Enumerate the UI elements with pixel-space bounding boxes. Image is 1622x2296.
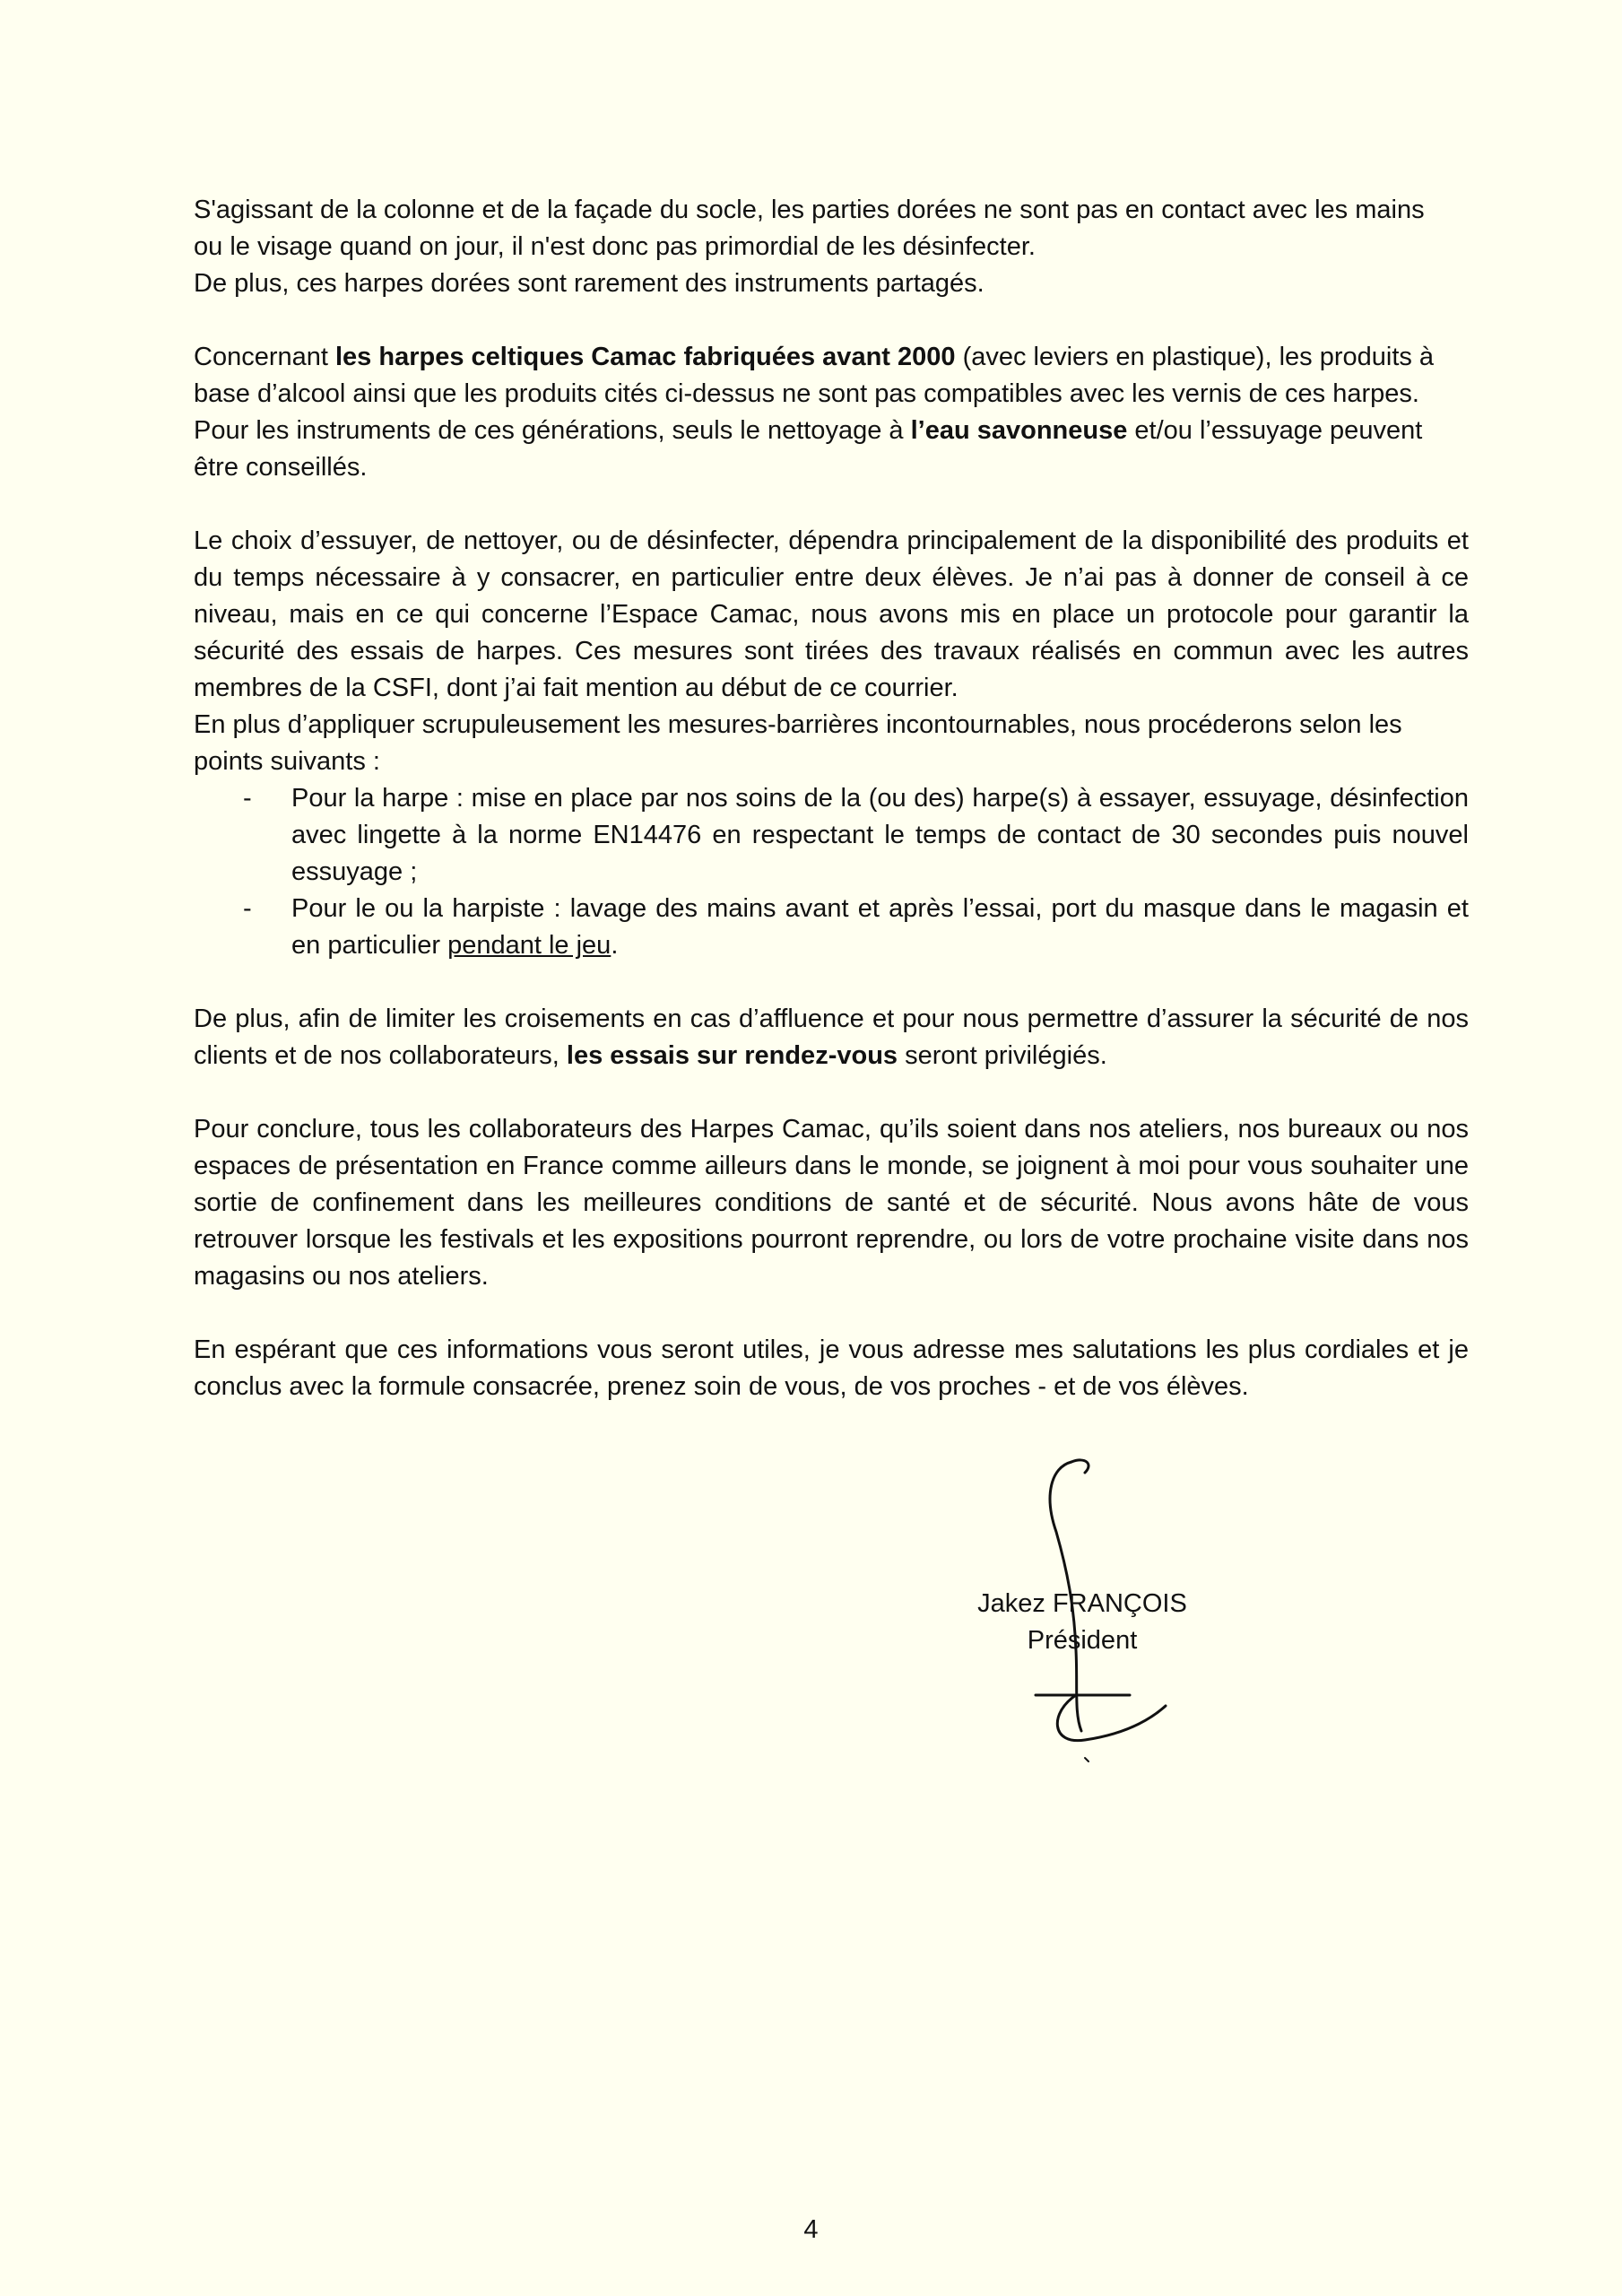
paragraph-protocol: Le choix d’essuyer, de nettoyer, ou de désinfecter, dépendra principalement de la disponibilité des produits et du temps nécessaire à y consacrer, en particulier entre deux élèves. Je n’ai pas à donner de conseil à ce niveau, mais en ce qui concerne l’Espace Camac, nous avons mis en place un protocole pour garantir la sécurité des essais de harpes. Ces mesures sont tirées des travaux réalisés en commun avec les autres membres de la CSFI, dont j’ai fait mention au début de ce courrier. (194, 526, 1469, 702)
paragraph-line: S'agissant de la colonne et de la façade du socle, les parties dorées ne sont pas en contact avec les mains (194, 196, 1425, 224)
paragraph-points-intro: En plus d’appliquer scrupuleusement les mesures-barrières incontournables, nous procéderons selon les points suivants : (194, 710, 1402, 776)
page-number: 4 (803, 2215, 819, 2244)
list-dash: - (243, 894, 252, 923)
paragraph-conclusion: Pour conclure, tous les collaborateurs des Harpes Camac, qu’ils soient dans nos ateliers, nos bureaux ou nos espaces de présentation en France comme ailleurs dans le monde, se joignent à moi pour vous souhaiter une sortie de confinement dans les meilleures conditions de santé et de sécurité. Nous avons hâte de vous retrouver lorsque les festivals et les expositions pourront reprendre, ou lors de votre prochaine visite dans nos magasins ou nos ateliers. (194, 1115, 1469, 1291)
paragraph-celtic-harps (194, 339, 1469, 486)
paragraph-line: ou le visage quand on jour, il n'est donc pas primordial de les désinfecter. (194, 232, 1036, 261)
text-run: et/ou l’essuyage peuvent être conseillés. (194, 416, 1423, 482)
list-dash: - (243, 784, 252, 813)
letter-body (194, 192, 1469, 1442)
list-item-text: Pour la harpe : mise en place par nos soins de la (ou des) harpe(s) à essayer, essuyage, désinfection avec lingette à la norme EN14476 en respectant le temps de contact de 30 secondes puis nouvel essuyage ; (291, 784, 1469, 886)
signature-block (950, 1426, 1255, 1767)
underlined-during-play: pendant le jeu (447, 931, 612, 960)
list-item-harp (194, 780, 1469, 891)
text-run: seront privilégiés. (898, 1041, 1107, 1070)
protocol-list (194, 780, 1469, 964)
paragraph-line: De plus, ces harpes dorées sont rarement des instruments partagés. (194, 269, 984, 298)
paragraph-appointments (194, 1001, 1469, 1074)
list-item-text: Pour le ou la harpiste : lavage des mains avant et après l’essai, port du masque dans le magasin et en particulier (291, 894, 1469, 960)
signatory (966, 1586, 1199, 1659)
text-run: (avec leviers en plastique), les produits à base d’alcool ainsi que les produits cités ci-dessus ne sont pas compatibles avec les vernis de ces harpes. Pour les instruments de ces générations, seuls le nettoyage à (194, 343, 1435, 445)
signatory-title: Président (1027, 1626, 1138, 1655)
text-run: De plus, afin de limiter les croisements en cas d’affluence et pour nous permettre d’assurer la sécurité de nos clients et de nos collaborateurs, (194, 1004, 1469, 1070)
bold-appointments: les essais sur rendez-vous (566, 1041, 898, 1070)
text-run: Concernant (194, 343, 335, 371)
paragraph-gilded-parts (194, 192, 1469, 302)
paragraph-closing: En espérant que ces informations vous seront utiles, je vous adresse mes salutations les plus cordiales et je conclus avec la formule consacrée, prenez soin de vous, de vos proches - et de vos élèves. (194, 1335, 1469, 1401)
signatory-name: Jakez FRANÇOIS (977, 1589, 1187, 1618)
bold-soapy-water: l’eau savonneuse (910, 416, 1128, 445)
bold-celtic-harps: les harpes celtiques Camac fabriquées avant 2000 (335, 343, 956, 371)
list-item-end: . (611, 931, 619, 960)
list-item-harpist (194, 891, 1469, 964)
